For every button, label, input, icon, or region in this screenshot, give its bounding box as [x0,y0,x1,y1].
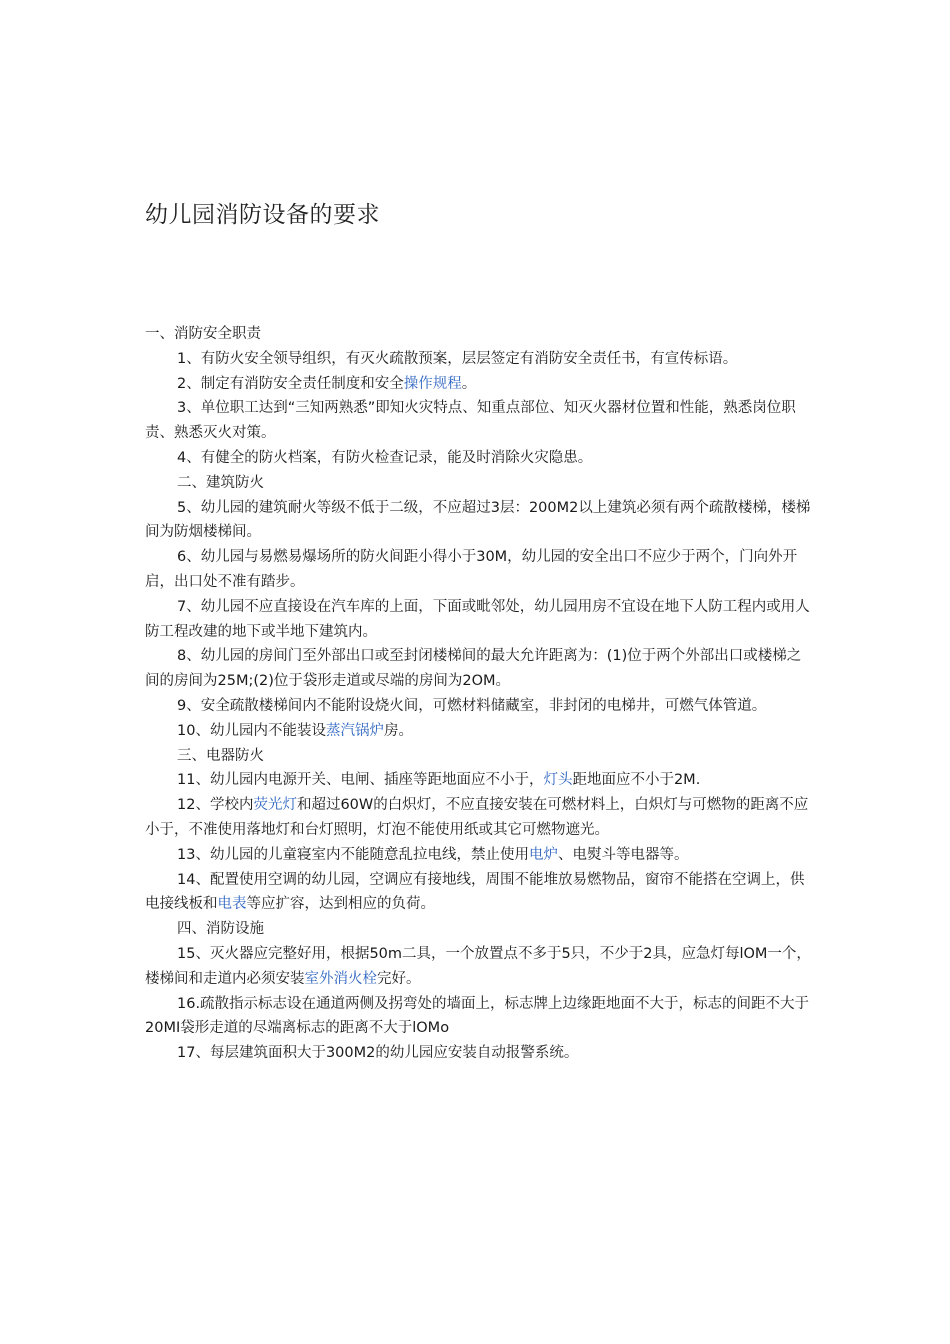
paragraph-text: 13、幼儿园的儿童寝室内不能随意乱拉电线，禁止使用 [177,846,529,863]
paragraph-text: 14、配置使用空调的幼儿园，空调应有接地线，周围不能堆放易燃物品，窗帘不能搭在空调上，供电接线板和 [145,871,805,913]
paragraph-text: 15、灭火器应完整好用，根据50m二具，一个放置点不多于5只，不少于2具，应急灯每lOM一个，楼梯间和走道内必须安装 [145,945,811,987]
inline-link[interactable]: 灯头 [543,772,573,789]
paragraph-text: 5、幼儿园的建筑耐火等级不低于二级，不应超过3层：200M2以上建筑必须有两个疏散楼梯，楼梯间为防烟楼梯间。 [145,499,811,541]
paragraph-text: 9、安全疏散楼梯间内不能附设烧火间，可燃材料储藏室，非封闭的电梯井，可燃气体管道。 [177,697,767,714]
paragraph [145,719,813,744]
paragraph [145,868,813,918]
paragraph [145,595,813,645]
paragraph [145,322,813,347]
paragraph [145,545,813,595]
paragraph [145,793,813,843]
inline-link[interactable]: 操作规程 [403,375,462,392]
paragraph-text: 10、幼儿园内不能装设 [177,722,326,739]
paragraph [145,471,813,496]
document-body [145,322,813,1066]
paragraph [145,917,813,942]
inline-link[interactable]: 荧光灯 [253,797,297,814]
paragraph [145,347,813,372]
paragraph-text: 三、电器防火 [177,747,264,764]
paragraph-text: 二、建筑防火 [177,474,264,491]
paragraph [145,446,813,471]
paragraph-text: 16.疏散指示标志设在通道两侧及拐弯处的墙面上，标志牌上边缘距地面不大于，标志的间距不大于20MI袋形走道的尽端离标志的距离不大于lOMo [145,995,810,1037]
inline-link[interactable]: 电炉 [528,846,558,863]
paragraph-text: 12、学校内 [177,797,254,814]
paragraph [145,372,813,397]
paragraph [145,496,813,546]
paragraph-text: 。 [461,375,477,392]
paragraph-text: 完好。 [377,970,421,987]
paragraph-text: 6、幼儿园与易燃易爆场所的防火间距小得小于30M，幼儿园的安全出口不应少于两个，门向外开启，出口处不准有踏步。 [145,549,798,590]
paragraph-text: 1、有防火安全领导组织，有灭火疏散预案，层层签定有消防安全责任书，有宣传标语。 [177,350,738,367]
paragraph [145,694,813,719]
paragraph [145,942,813,992]
paragraph-text: 四、消防设施 [177,921,264,938]
paragraph-text: 7、幼儿园不应直接设在汽车库的上面，下面或毗邻处，幼儿园用房不宜设在地下人防工程内或用人防工程改建的地下或半地下建筑内。 [145,598,810,640]
paragraph [145,992,813,1042]
paragraph-text: 距地面应不小于2M. [572,772,701,789]
inline-link[interactable]: 室外消火栓 [304,970,377,987]
document-title: 幼儿园消防设备的要求 [145,202,380,228]
paragraph [145,843,813,868]
paragraph-text: 3、单位职工达到“三知两熟悉”即知火灾特点、知重点部位、知灭火器材位置和性能，熟悉岗位职责、熟悉灭火对策。 [145,400,796,442]
inline-link[interactable]: 电表 [217,896,247,913]
paragraph [145,768,813,793]
paragraph-text: 等应扩容，达到相应的负荷。 [246,896,435,913]
paragraph [145,396,813,446]
paragraph-text: 、电熨斗等电器等。 [557,846,689,863]
paragraph [145,744,813,769]
paragraph-text: 4、有健全的防火档案，有防火检查记录，能及时消除火灾隐患。 [177,449,593,466]
paragraph-text: 房。 [383,722,413,739]
paragraph-text: 2、制定有消防安全责任制度和安全 [177,375,404,392]
paragraph-text: 11、幼儿园内电源开关、电闸、插座等距地面应不小于， [177,772,544,789]
paragraph-text: 17、每层建筑面积大于300M2的幼儿园应安装自动报警系统。 [177,1045,579,1062]
paragraph-text: 8、幼儿园的房间门至外部出口或至封闭楼梯间的最大允许距离为：(1)位于两个外部出口或楼梯之间的房间为25M;(2)位于袋形走道或尽端的房间为2OM。 [145,648,802,690]
paragraph [145,644,813,694]
paragraph-text: 一、消防安全职责 [145,326,261,342]
paragraph [145,1041,813,1066]
inline-link[interactable]: 蒸汽锅炉 [325,722,384,739]
paragraph-text: 和超过60W的白炽灯，不应直接安装在可燃材料上，白炽灯与可燃物的距离不应小于，不准使用落地灯和台灯照明，灯泡不能使用纸或其它可燃物遮光。 [145,797,809,838]
